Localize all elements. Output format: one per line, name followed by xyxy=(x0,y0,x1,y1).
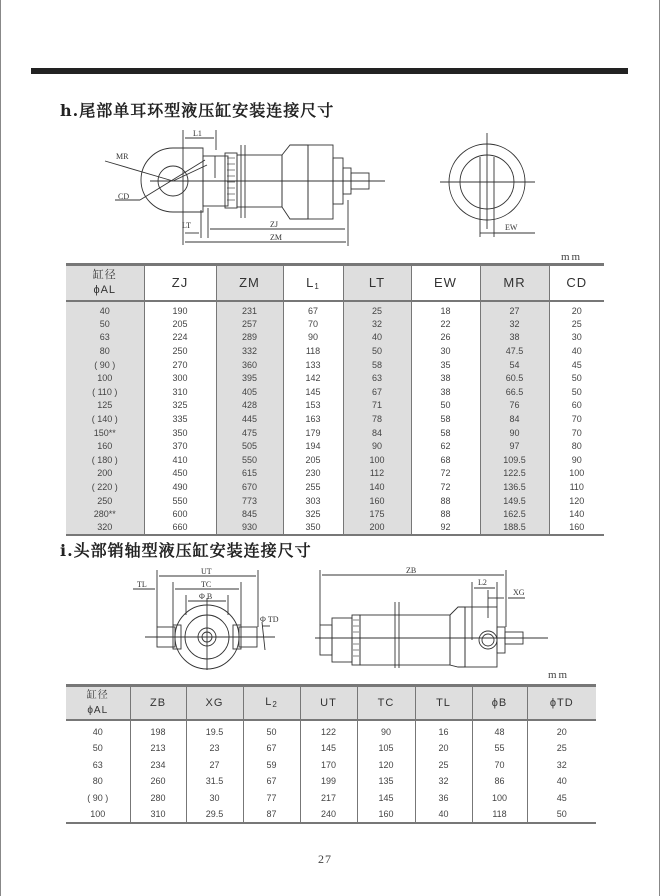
table-cell: 84 xyxy=(343,426,411,440)
table-cell: 84 xyxy=(480,412,549,426)
table-cell: 845 xyxy=(216,507,283,521)
table-cell: 25 xyxy=(343,301,411,318)
cell-bore: 160 xyxy=(66,439,144,453)
table-cell: 67 xyxy=(243,773,300,790)
cell-bore: 150** xyxy=(66,426,144,440)
table-cell: 45 xyxy=(527,790,596,807)
table-cell: 29.5 xyxy=(186,806,243,823)
cell-bore: 320 xyxy=(66,521,144,535)
table-cell: 270 xyxy=(144,358,216,372)
section-i-title: i.头部销轴型液压缸安装连接尺寸 xyxy=(60,541,312,560)
table-row xyxy=(66,453,604,467)
table-cell: 19.5 xyxy=(186,720,243,741)
label-l2: L2 xyxy=(478,578,487,587)
table-cell: 350 xyxy=(283,521,343,535)
table-cell: 70 xyxy=(283,317,343,331)
cell-bore: 63 xyxy=(66,331,144,345)
table-cell: 110 xyxy=(549,480,604,494)
label-tl: TL xyxy=(137,580,147,589)
table-cell: 32 xyxy=(527,757,596,774)
table-cell: 27 xyxy=(186,757,243,774)
table-cell: 325 xyxy=(144,399,216,413)
table-cell: 231 xyxy=(216,301,283,318)
table-cell: 60 xyxy=(549,399,604,413)
table-cell: 105 xyxy=(357,740,415,757)
cell-bore: ( 180 ) xyxy=(66,453,144,467)
table-row xyxy=(66,480,604,494)
cell-bore: 125 xyxy=(66,399,144,413)
table-cell: 257 xyxy=(216,317,283,331)
table-cell: 350 xyxy=(144,426,216,440)
table-cell: 90 xyxy=(343,439,411,453)
table-cell: 22 xyxy=(411,317,480,331)
table-cell: 40 xyxy=(415,806,472,823)
table-cell: 60.5 xyxy=(480,371,549,385)
label-ut: UT xyxy=(201,567,212,576)
table-cell: 303 xyxy=(283,494,343,508)
cell-bore: ( 140 ) xyxy=(66,412,144,426)
table-row xyxy=(66,412,604,426)
table-row xyxy=(66,494,604,508)
header-ut: UT xyxy=(300,686,357,720)
table-cell: 88 xyxy=(411,507,480,521)
table-cell: 70 xyxy=(472,757,527,774)
table-cell: 72 xyxy=(411,480,480,494)
table-cell: 122 xyxy=(300,720,357,741)
table-cell: 250 xyxy=(144,344,216,358)
table-cell: 50 xyxy=(549,371,604,385)
header-lt: LT xyxy=(343,265,411,301)
table-cell: 58 xyxy=(411,426,480,440)
table-cell: 70 xyxy=(549,412,604,426)
header-zb: ZB xyxy=(130,686,186,720)
table-cell: 773 xyxy=(216,494,283,508)
table-row xyxy=(66,439,604,453)
table-cell: 18 xyxy=(411,301,480,318)
table-front-trunnion-dimensions xyxy=(66,684,596,824)
table-cell: 205 xyxy=(283,453,343,467)
table-cell: 68 xyxy=(411,453,480,467)
cell-bore: ( 220 ) xyxy=(66,480,144,494)
table-cell: 23 xyxy=(186,740,243,757)
table-cell: 160 xyxy=(343,494,411,508)
page-border-left xyxy=(0,0,1,896)
table-cell: 135 xyxy=(357,773,415,790)
table-cell: 600 xyxy=(144,507,216,521)
table-cell: 660 xyxy=(144,521,216,535)
table-row xyxy=(66,344,604,358)
table-cell: 230 xyxy=(283,467,343,481)
table-cell: 58 xyxy=(343,358,411,372)
table-cell: 59 xyxy=(243,757,300,774)
page-number: 27 xyxy=(318,852,332,866)
table-row xyxy=(66,720,596,741)
table-cell: 50 xyxy=(527,806,596,823)
table-cell: 86 xyxy=(472,773,527,790)
table-cell: 335 xyxy=(144,412,216,426)
table-row xyxy=(66,385,604,399)
table-cell: 149.5 xyxy=(480,494,549,508)
table-cell: 490 xyxy=(144,480,216,494)
table-cell: 70 xyxy=(549,426,604,440)
label-mr: MR xyxy=(116,152,129,161)
table-cell: 332 xyxy=(216,344,283,358)
table-row xyxy=(66,773,596,790)
table-cell: 255 xyxy=(283,480,343,494)
table-cell: 100 xyxy=(343,453,411,467)
label-b: Φ B xyxy=(199,592,213,601)
label-lt: LT xyxy=(182,221,192,230)
table-cell: 62 xyxy=(411,439,480,453)
table-cell: 63 xyxy=(343,371,411,385)
table-row xyxy=(66,521,604,535)
table-cell: 92 xyxy=(411,521,480,535)
table-cell: 50 xyxy=(343,344,411,358)
header-zj: ZJ xyxy=(144,265,216,301)
top-rule xyxy=(31,68,628,74)
table-cell: 194 xyxy=(283,439,343,453)
table-cell: 133 xyxy=(283,358,343,372)
table-cell: 78 xyxy=(343,412,411,426)
table-cell: 32 xyxy=(415,773,472,790)
table-cell: 160 xyxy=(357,806,415,823)
table-cell: 475 xyxy=(216,426,283,440)
table-cell: 118 xyxy=(472,806,527,823)
table-cell: 25 xyxy=(415,757,472,774)
table-cell: 163 xyxy=(283,412,343,426)
table-cell: 47.5 xyxy=(480,344,549,358)
table-cell: 145 xyxy=(357,790,415,807)
table-cell: 66.5 xyxy=(480,385,549,399)
header-ew: EW xyxy=(411,265,480,301)
table-cell: 240 xyxy=(300,806,357,823)
table-cell: 153 xyxy=(283,399,343,413)
table-cell: 360 xyxy=(216,358,283,372)
header-bore-symbol: ϕAL xyxy=(87,704,109,716)
cell-bore: 40 xyxy=(66,301,144,318)
table-cell: 50 xyxy=(549,385,604,399)
table-cell: 40 xyxy=(343,331,411,345)
table-cell: 410 xyxy=(144,453,216,467)
table-cell: 112 xyxy=(343,467,411,481)
header-zm: ZM xyxy=(216,265,283,301)
table-cell: 20 xyxy=(549,301,604,318)
cell-bore: ( 110 ) xyxy=(66,385,144,399)
table-cell: 395 xyxy=(216,371,283,385)
section-h-title: h.尾部单耳环型液压缸安装连接尺寸 xyxy=(60,101,335,120)
table-cell: 122.5 xyxy=(480,467,549,481)
table-cell: 38 xyxy=(411,385,480,399)
table-cell: 27 xyxy=(480,301,549,318)
header-bore-symbol: ϕAL xyxy=(93,283,117,296)
table-cell: 67 xyxy=(343,385,411,399)
table-cell: 90 xyxy=(549,453,604,467)
table-cell: 32 xyxy=(480,317,549,331)
table-cell: 100 xyxy=(549,467,604,481)
table-cell: 90 xyxy=(357,720,415,741)
table-cell: 90 xyxy=(480,426,549,440)
table-cell: 50 xyxy=(243,720,300,741)
header-b: ϕB xyxy=(472,686,527,720)
header-td: ϕTD xyxy=(527,686,596,720)
table-cell: 170 xyxy=(300,757,357,774)
unit-label-h: mm xyxy=(561,251,583,263)
front-trunnion-side-diagram xyxy=(310,560,550,670)
table-cell: 97 xyxy=(480,439,549,453)
cell-bore: 50 xyxy=(92,743,103,754)
cell-bore: 100 xyxy=(66,806,130,823)
label-zj: ZJ xyxy=(270,220,278,229)
rear-clevis-end-diagram xyxy=(435,125,555,240)
header-l2-sub: 2 xyxy=(272,700,278,710)
front-trunnion-end-diagram xyxy=(125,560,290,670)
label-zm: ZM xyxy=(270,233,282,242)
table-cell: 300 xyxy=(144,371,216,385)
cell-bore: 80 xyxy=(92,776,103,787)
table-cell: 120 xyxy=(357,757,415,774)
table-cell: 31.5 xyxy=(186,773,243,790)
table-cell: 234 xyxy=(130,757,186,774)
table-cell: 77 xyxy=(243,790,300,807)
table-cell: 76 xyxy=(480,399,549,413)
label-td: Φ TD xyxy=(260,615,279,624)
rear-clevis-side-diagram xyxy=(95,120,395,250)
table-cell: 50 xyxy=(411,399,480,413)
table-row xyxy=(66,371,604,385)
table-cell: 20 xyxy=(527,720,596,741)
table-cell: 16 xyxy=(415,720,472,741)
table-cell: 505 xyxy=(216,439,283,453)
table-cell: 36 xyxy=(415,790,472,807)
table-cell: 162.5 xyxy=(480,507,549,521)
table-cell: 48 xyxy=(472,720,527,741)
table-cell: 40 xyxy=(527,773,596,790)
table-cell: 58 xyxy=(411,412,480,426)
table-cell: 160 xyxy=(549,521,604,535)
table-cell: 405 xyxy=(216,385,283,399)
table-cell: 35 xyxy=(411,358,480,372)
table-cell: 445 xyxy=(216,412,283,426)
table-cell: 54 xyxy=(480,358,549,372)
cell-bore: ( 90 ) xyxy=(87,792,109,803)
table-cell: 100 xyxy=(472,790,527,807)
table-rear-clevis-dimensions xyxy=(66,263,604,536)
label-tc: TC xyxy=(201,580,212,589)
table-cell: 30 xyxy=(186,790,243,807)
table-row xyxy=(66,358,604,372)
table-cell: 109.5 xyxy=(480,453,549,467)
table-cell: 550 xyxy=(144,494,216,508)
table-cell: 72 xyxy=(411,467,480,481)
table-cell: 188.5 xyxy=(480,521,549,535)
table-row xyxy=(66,301,604,318)
label-xg: XG xyxy=(513,588,525,597)
header-cd: CD xyxy=(549,265,604,301)
table-cell: 38 xyxy=(480,331,549,345)
table-cell: 71 xyxy=(343,399,411,413)
table-cell: 120 xyxy=(549,494,604,508)
table-cell: 38 xyxy=(411,371,480,385)
table-cell: 550 xyxy=(216,453,283,467)
header-xg: XG xyxy=(186,686,243,720)
table-cell: 55 xyxy=(472,740,527,757)
table-cell: 45 xyxy=(549,358,604,372)
table-cell: 80 xyxy=(549,439,604,453)
table-cell: 198 xyxy=(130,720,186,741)
table-cell: 140 xyxy=(549,507,604,521)
table-cell: 205 xyxy=(144,317,216,331)
table-cell: 90 xyxy=(283,331,343,345)
cell-bore: 40 xyxy=(92,727,103,738)
table-cell: 370 xyxy=(144,439,216,453)
table-cell: 325 xyxy=(283,507,343,521)
table-row xyxy=(66,740,596,757)
table-cell: 224 xyxy=(144,331,216,345)
table-cell: 30 xyxy=(549,331,604,345)
table-cell: 289 xyxy=(216,331,283,345)
table-cell: 310 xyxy=(144,385,216,399)
label-l1: L1 xyxy=(193,129,202,138)
table-cell: 40 xyxy=(549,344,604,358)
cell-bore: 100 xyxy=(66,371,144,385)
table-cell: 190 xyxy=(144,301,216,318)
header-l2 xyxy=(243,686,300,720)
table-row xyxy=(66,790,596,807)
table-cell: 930 xyxy=(216,521,283,535)
table-cell: 136.5 xyxy=(480,480,549,494)
unit-label-i: mm xyxy=(548,669,570,681)
header-bore xyxy=(66,265,144,301)
header-bore-label: 缸径 xyxy=(86,689,109,701)
table-cell: 142 xyxy=(283,371,343,385)
header-bore-label: 缸径 xyxy=(92,268,117,281)
table-cell: 88 xyxy=(411,494,480,508)
table-cell: 280 xyxy=(130,790,186,807)
header-tl: TL xyxy=(415,686,472,720)
table-cell: 213 xyxy=(130,740,186,757)
table-cell: 450 xyxy=(144,467,216,481)
table-cell: 20 xyxy=(415,740,472,757)
table-cell: 67 xyxy=(283,301,343,318)
table-row xyxy=(66,806,596,823)
table-cell: 32 xyxy=(343,317,411,331)
table-cell: 67 xyxy=(243,740,300,757)
table-cell: 25 xyxy=(527,740,596,757)
table-cell: 118 xyxy=(283,344,343,358)
table-cell: 25 xyxy=(549,317,604,331)
table-cell: 179 xyxy=(283,426,343,440)
header-mr: MR xyxy=(480,265,549,301)
table-cell: 428 xyxy=(216,399,283,413)
header-tc: TC xyxy=(357,686,415,720)
cell-bore: 200 xyxy=(66,467,144,481)
table-cell: 175 xyxy=(343,507,411,521)
cell-bore: 63 xyxy=(92,759,103,770)
table-cell: 615 xyxy=(216,467,283,481)
table-cell: 26 xyxy=(411,331,480,345)
table-row xyxy=(66,317,604,331)
header-l1 xyxy=(283,265,343,301)
table-cell: 199 xyxy=(300,773,357,790)
table-cell: 260 xyxy=(130,773,186,790)
table-row xyxy=(66,467,604,481)
table-cell: 310 xyxy=(130,806,186,823)
table-cell: 140 xyxy=(343,480,411,494)
table-cell: 670 xyxy=(216,480,283,494)
table-row xyxy=(66,331,604,345)
cell-bore: 250 xyxy=(66,494,144,508)
table-cell: 145 xyxy=(300,740,357,757)
header-l1-sub: 1 xyxy=(314,281,320,291)
header-l2-main: L xyxy=(265,696,273,709)
cell-bore: 80 xyxy=(66,344,144,358)
table-cell: 87 xyxy=(243,806,300,823)
table-row xyxy=(66,426,604,440)
cell-bore: 280** xyxy=(66,507,144,521)
table-cell: 200 xyxy=(343,521,411,535)
table-row xyxy=(66,399,604,413)
table-cell: 30 xyxy=(411,344,480,358)
cell-bore: ( 90 ) xyxy=(66,358,144,372)
label-ew: EW xyxy=(505,223,518,232)
table-cell: 145 xyxy=(283,385,343,399)
table-row xyxy=(66,757,596,774)
label-cd: CD xyxy=(118,192,130,201)
cell-bore: 50 xyxy=(66,317,144,331)
table-row xyxy=(66,507,604,521)
header-bore xyxy=(66,686,130,720)
header-l1-main: L xyxy=(306,274,315,290)
table-cell: 217 xyxy=(300,790,357,807)
label-zb: ZB xyxy=(406,566,417,575)
